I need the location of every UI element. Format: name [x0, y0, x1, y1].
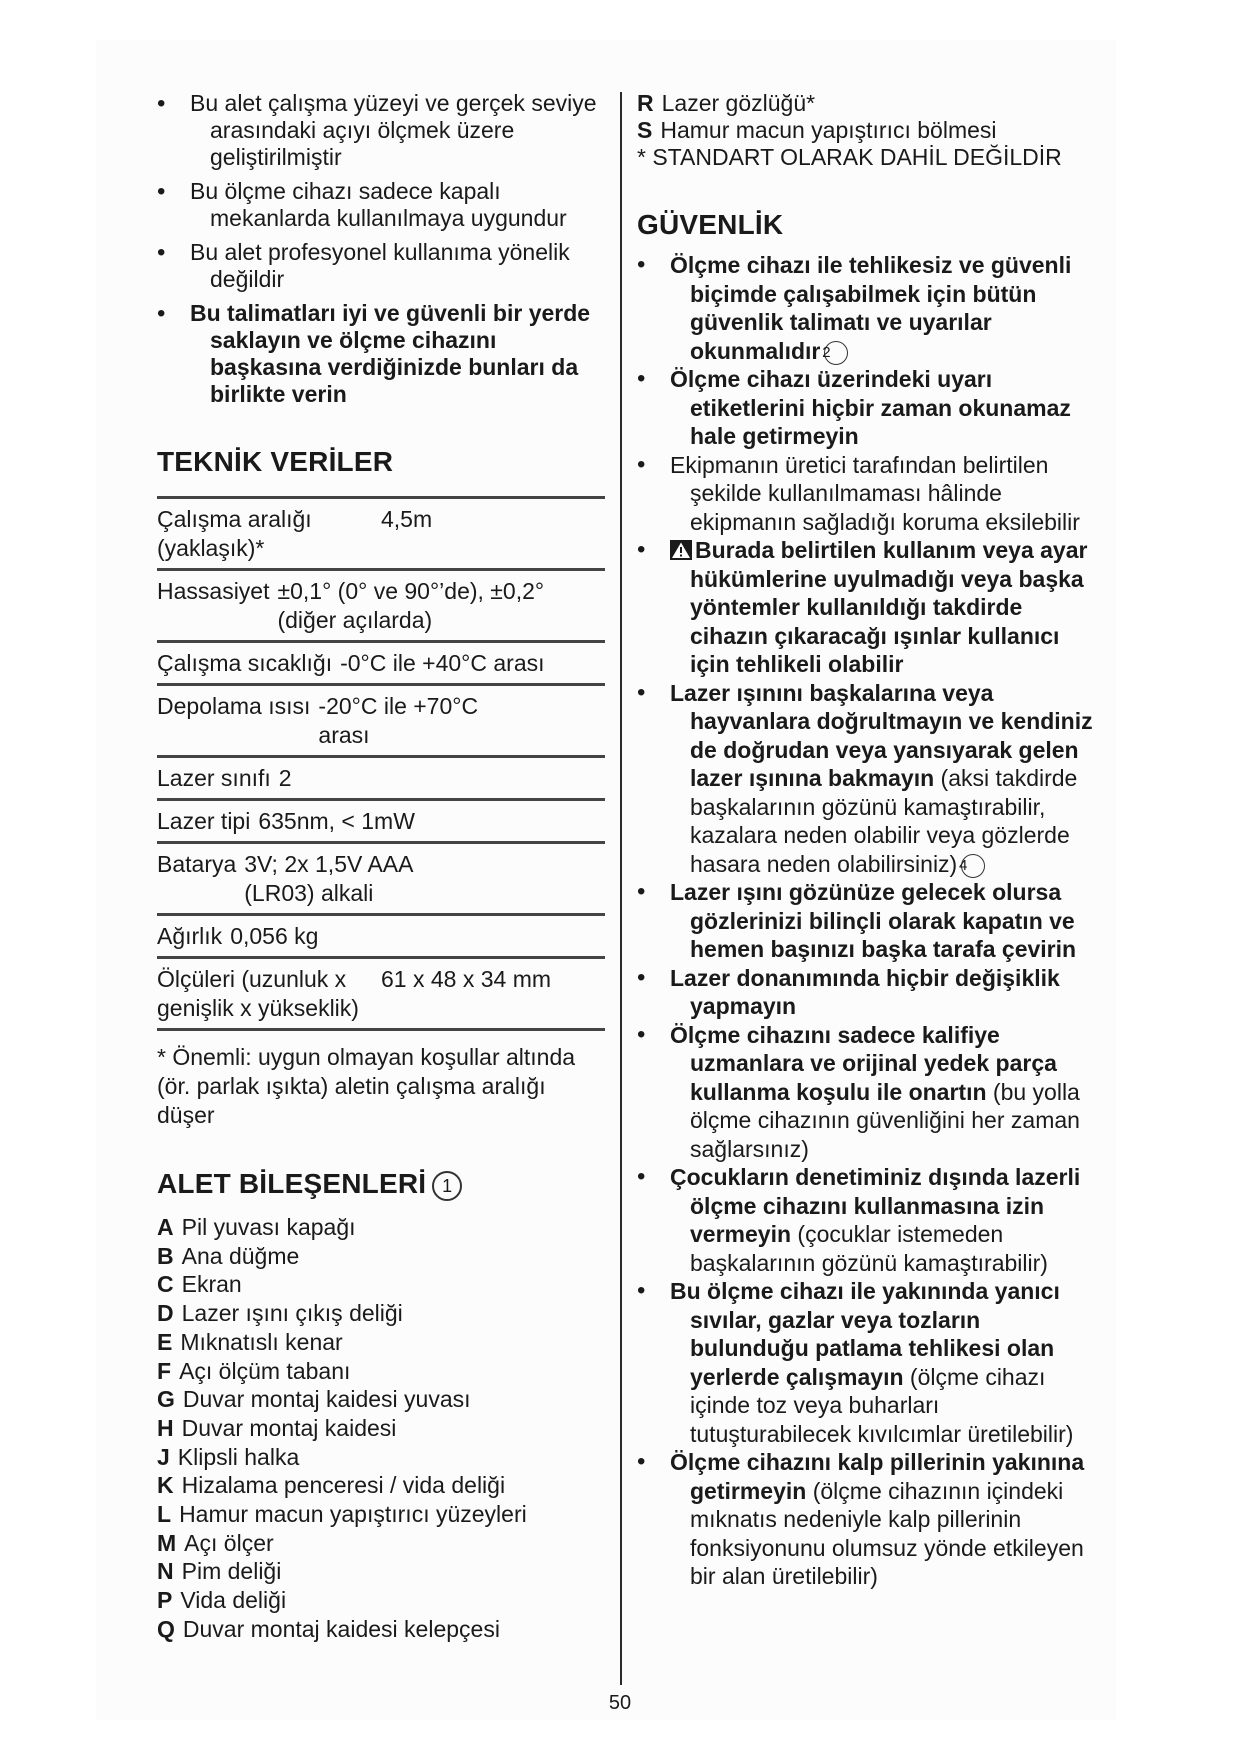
- safety-bullet: • Bu ölçme cihazı ile yakınında yanıcı sıvılar, gazlar veya tozların bulunduğu patlama tehlikesi olan yerlerde çalışmayın (ölçme cihazı içinde toz veya buharları tutuşturabilecek kıvılcımlar üretilebilir): [637, 1277, 1097, 1448]
- safety-bullet: • Ölçme cihazı ile tehlikesiz ve güvenli biçimde çalışabilmek için bütün güvenlik talimatı ve uyarılar okunmalıdır 2: [637, 251, 1097, 365]
- warning-triangle-icon: [670, 540, 692, 560]
- spec-label: Lazer tipi: [157, 808, 251, 834]
- safety-bullet: • Ekipmanın üretici tarafından belirtilen şekilde kullanılmaması hâlinde ekipmanın sağladığı koruma eksilebilir: [637, 451, 1097, 537]
- spec-row: [157, 686, 605, 758]
- spec-label: Lazer sınıfı: [157, 765, 271, 791]
- spec-row: [157, 916, 605, 959]
- spec-row: [157, 801, 605, 844]
- safety-bullet: • Çocukların denetiminiz dışında lazerli ölçme cihazını kullanmasına izin vermeyin (çocuklar istemeden başkalarının gözünü kamaştırabilir): [637, 1163, 1097, 1277]
- component-item: H Duvar montaj kaidesi: [157, 1414, 397, 1441]
- safety-bullet: • Burada belirtilen kullanım veya ayar hükümlerine uyulmadığı veya başka yöntemler kullanıldığı takdirde cihazın çıkaracağı ışınlar kullanıcı için tehlikeli olabilir: [637, 536, 1097, 679]
- component-item: F Açı ölçüm tabanı: [157, 1357, 351, 1384]
- spec-label: Çalışma aralığı (yaklaşık)*: [157, 506, 312, 561]
- component-item: M Açı ölçer: [157, 1529, 274, 1556]
- component-list: [157, 1213, 605, 1644]
- spec-value: 61 x 48 x 34 mm: [381, 966, 552, 992]
- intro-bullet: • Bu talimatları iyi ve güvenli bir yerde saklayın ve ölçme cihazını başkasına verdiğinizde bunları da birlikte verin: [157, 300, 605, 408]
- component-item: J Klipsli halka: [157, 1443, 300, 1470]
- spec-row: [157, 844, 605, 916]
- safety-heading: GÜVENLİK: [637, 209, 784, 240]
- intro-bullet: • Bu alet profesyonel kullanıma yönelik değildir: [157, 239, 605, 293]
- component-item: P Vida deliği: [157, 1587, 287, 1614]
- intro-bullet: • Bu alet çalışma yüzeyi ve gerçek seviye arasındaki açıyı ölçmek üzere geliştirilmiştir: [157, 90, 605, 171]
- figure-ref-icon: 2: [824, 341, 848, 365]
- range-note: * Önemli: uygun olmayan koşullar altında (ör. parlak ışıkta) aletin çalışma aralığı düşer: [157, 1044, 576, 1128]
- safety-bullet-list: [637, 251, 1097, 1591]
- spec-label: Ölçüleri (uzunluk x genişlik x yükseklik): [157, 966, 359, 1021]
- safety-bullet: • Ölçme cihazını kalp pillerinin yakınına getirmeyin (ölçme cihazının içindeki mıknatıs nedeniyle kalp pillerinin fonksiyonunu olumsuz yönde etkileyen bir alan üretilebilir): [637, 1448, 1097, 1591]
- spec-row: [157, 499, 605, 571]
- spec-label: Ağırlık: [157, 923, 223, 949]
- component-item: B Ana düğme: [157, 1242, 300, 1269]
- spec-value: ±0,1° (0° ve 90°’de), ±0,2° (diğer açılarda): [277, 578, 545, 633]
- component-item: C Ekran: [157, 1271, 242, 1298]
- spec-table: [157, 496, 605, 1031]
- spec-row: [157, 758, 605, 801]
- spec-value: 2: [278, 765, 292, 791]
- tech-data-heading: TEKNİK VERİLER: [157, 446, 394, 477]
- spec-row: [157, 959, 605, 1031]
- component-item: R Lazer gözlüğü*: [637, 90, 816, 116]
- figure-ref-icon: 4: [961, 854, 985, 878]
- spec-value: 4,5m: [381, 506, 433, 532]
- intro-bullet: • Bu ölçme cihazı sadece kapalı mekanlarda kullanılmaya uygundur: [157, 178, 605, 232]
- spec-value: 635nm, < 1mW: [258, 808, 415, 834]
- safety-bullet: • Ölçme cihazı üzerindeki uyarı etiketlerini hiçbir zaman okunamaz hale getirmeyin: [637, 365, 1097, 451]
- component-item: Q Duvar montaj kaidesi kelepçesi: [157, 1615, 500, 1642]
- left-column: [157, 90, 605, 1644]
- intro-bullet-list: [157, 90, 605, 408]
- spec-value: -20°C ile +70°C arası: [318, 693, 479, 748]
- not-included-note: * STANDART OLARAK DAHİL DEĞİLDİR: [637, 144, 1062, 170]
- safety-bullet: • Lazer ışını gözünüze gelecek olursa gözlerinizi bilinçli olarak kapatın ve hemen başınızı başka tarafa çevirin: [637, 878, 1097, 964]
- spec-value: -0°C ile +40°C arası: [340, 650, 545, 676]
- component-item: K Hizalama penceresi / vida deliği: [157, 1472, 506, 1499]
- safety-bullet: • Lazer ışınını başkalarına veya hayvanlara doğrultmayın ve kendiniz de doğrudan veya yansıyarak gelen lazer ışınına bakmayın (aksi takdirde başkalarının gözünü kamaştırabilir, kazalara neden olabilir veya gözlerde hasara neden olabilirsiniz) 4: [637, 679, 1097, 879]
- spec-value: 0,056 kg: [230, 923, 319, 949]
- component-item: S Hamur macun yapıştırıcı bölmesi: [637, 117, 997, 143]
- spec-label: Çalışma sıcaklığı: [157, 650, 333, 676]
- spec-label: Batarya: [157, 851, 237, 877]
- spec-row: [157, 643, 605, 686]
- right-column: [637, 90, 1097, 1591]
- component-item: E Mıknatıslı kenar: [157, 1328, 343, 1355]
- component-item: D Lazer ışını çıkış deliği: [157, 1300, 403, 1327]
- spec-label: Hassasiyet: [157, 578, 270, 604]
- safety-bullet: • Ölçme cihazını sadece kalifiye uzmanlara ve orijinal yedek parça kullanma koşulu ile onartın (bu yolla ölçme cihazının güvenliğini her zaman sağlarsınız): [637, 1021, 1097, 1164]
- component-list-continued: [637, 90, 1097, 144]
- components-heading: ALET BİLEŞENLERİ 1: [157, 1168, 605, 1201]
- component-item: G Duvar montaj kaidesi yuvası: [157, 1386, 471, 1413]
- column-divider: [620, 92, 622, 1685]
- component-item: A Pil yuvası kapağı: [157, 1214, 356, 1240]
- spec-value: 3V; 2x 1,5V AAA (LR03) alkali: [244, 851, 413, 906]
- page-number: 50: [608, 1692, 632, 1714]
- spec-label: Depolama ısısı: [157, 693, 311, 719]
- spec-row: [157, 571, 605, 643]
- component-item: N Pim deliği: [157, 1558, 282, 1585]
- safety-bullet: • Lazer donanımında hiçbir değişiklik yapmayın: [637, 964, 1097, 1021]
- component-item: L Hamur macun yapıştırıcı yüzeyleri: [157, 1501, 527, 1528]
- figure-ref-icon: 1: [432, 1171, 462, 1201]
